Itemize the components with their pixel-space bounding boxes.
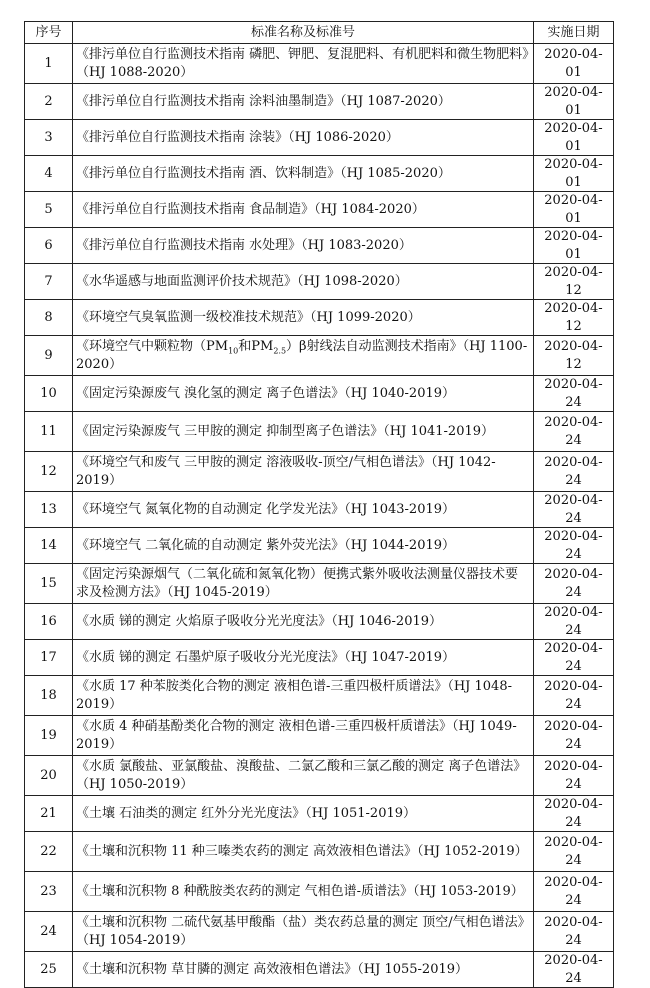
implementation-date: 2020-04-24 (534, 452, 614, 492)
implementation-date: 2020-04-12 (534, 336, 614, 376)
table-row (25, 264, 614, 300)
row-number: 25 (25, 952, 73, 988)
standard-name: 《土壤和沉积物 草甘膦的测定 高效液相色谱法》（HJ 1055-2019） (73, 952, 534, 988)
implementation-date: 2020-04-24 (534, 832, 614, 872)
implementation-date: 2020-04-24 (534, 528, 614, 564)
row-number: 20 (25, 756, 73, 796)
standard-name: 《排污单位自行监测技术指南 水处理》（HJ 1083-2020） (73, 228, 534, 264)
row-number: 7 (25, 264, 73, 300)
standard-name: 《水华遥感与地面监测评价技术规范》（HJ 1098-2020） (73, 264, 534, 300)
standard-name: 《环境空气 氮氧化物的自动测定 化学发光法》（HJ 1043-2019） (73, 492, 534, 528)
row-number: 1 (25, 44, 73, 84)
standard-name (73, 336, 534, 376)
table-row (25, 228, 614, 264)
standard-name: 《固定污染源烟气（二氧化硫和氮氧化物）便携式紫外吸收法测量仪器技术要求及检测方法》（HJ 1045-2019） (73, 564, 534, 604)
implementation-date: 2020-04-12 (534, 264, 614, 300)
table-row (25, 872, 614, 912)
table-row (25, 564, 614, 604)
implementation-date: 2020-04-01 (534, 120, 614, 156)
table-header-row (25, 22, 614, 44)
standard-name: 《排污单位自行监测技术指南 涂料油墨制造》（HJ 1087-2020） (73, 84, 534, 120)
implementation-date: 2020-04-24 (534, 492, 614, 528)
row-number: 2 (25, 84, 73, 120)
implementation-date: 2020-04-24 (534, 604, 614, 640)
standard-name: 《固定污染源废气 三甲胺的测定 抑制型离子色谱法》（HJ 1041-2019） (73, 412, 534, 452)
name-text: 和PM (238, 339, 274, 354)
row-number: 3 (25, 120, 73, 156)
table-row (25, 452, 614, 492)
row-number: 16 (25, 604, 73, 640)
row-number: 15 (25, 564, 73, 604)
header-date: 实施日期 (534, 22, 614, 44)
standard-name: 《排污单位自行监测技术指南 酒、饮料制造》（HJ 1085-2020） (73, 156, 534, 192)
implementation-date: 2020-04-24 (534, 952, 614, 988)
table-row (25, 192, 614, 228)
implementation-date: 2020-04-24 (534, 796, 614, 832)
row-number: 19 (25, 716, 73, 756)
row-number: 14 (25, 528, 73, 564)
row-number: 5 (25, 192, 73, 228)
name-text: ）β射线法自动监测技术指南》（HJ 1100-2020） (76, 339, 528, 372)
implementation-date: 2020-04-01 (534, 44, 614, 84)
table-row (25, 832, 614, 872)
implementation-date: 2020-04-24 (534, 756, 614, 796)
implementation-date: 2020-04-24 (534, 716, 614, 756)
implementation-date: 2020-04-01 (534, 228, 614, 264)
standard-name: 《土壤和沉积物 二硫代氨基甲酸酯（盐）类农药总量的测定 顶空/气相色谱法》（HJ 1054-2019） (73, 912, 534, 952)
table-row (25, 376, 614, 412)
table-row (25, 528, 614, 564)
table-row (25, 716, 614, 756)
standard-name: 《水质 17 种苯胺类化合物的测定 液相色谱-三重四极杆质谱法》（HJ 1048-2019） (73, 676, 534, 716)
row-number: 18 (25, 676, 73, 716)
row-number: 6 (25, 228, 73, 264)
table-row (25, 756, 614, 796)
table-row (25, 604, 614, 640)
row-number: 11 (25, 412, 73, 452)
header-name: 标准名称及标准号 (73, 22, 534, 44)
standard-name: 《环境空气 二氧化硫的自动测定 紫外荧光法》（HJ 1044-2019） (73, 528, 534, 564)
table-row (25, 120, 614, 156)
row-number: 21 (25, 796, 73, 832)
table-row (25, 336, 614, 376)
standard-name: 《排污单位自行监测技术指南 食品制造》（HJ 1084-2020） (73, 192, 534, 228)
standard-name: 《水质 氯酸盐、亚氯酸盐、溴酸盐、二氯乙酸和三氯乙酸的测定 离子色谱法》（HJ 1050-2019） (73, 756, 534, 796)
standard-name: 《排污单位自行监测技术指南 磷肥、钾肥、复混肥料、有机肥料和微生物肥料》（HJ 1088-2020） (73, 44, 534, 84)
table-row (25, 492, 614, 528)
standards-table-container (24, 21, 613, 988)
standard-name: 《排污单位自行监测技术指南 涂装》（HJ 1086-2020） (73, 120, 534, 156)
row-number: 12 (25, 452, 73, 492)
row-number: 24 (25, 912, 73, 952)
implementation-date: 2020-04-24 (534, 640, 614, 676)
standards-table (24, 21, 614, 988)
table-row (25, 952, 614, 988)
row-number: 13 (25, 492, 73, 528)
table-row (25, 84, 614, 120)
standard-name: 《环境空气臭氧监测一级校准技术规范》（HJ 1099-2020） (73, 300, 534, 336)
standard-name: 《水质 锑的测定 石墨炉原子吸收分光光度法》（HJ 1047-2019） (73, 640, 534, 676)
table-row (25, 44, 614, 84)
row-number: 22 (25, 832, 73, 872)
standard-name: 《水质 4 种硝基酚类化合物的测定 液相色谱-三重四极杆质谱法》（HJ 1049-2019） (73, 716, 534, 756)
row-number: 23 (25, 872, 73, 912)
implementation-date: 2020-04-01 (534, 156, 614, 192)
standard-name: 《土壤和沉积物 8 种酰胺类农药的测定 气相色谱-质谱法》（HJ 1053-2019） (73, 872, 534, 912)
implementation-date: 2020-04-24 (534, 676, 614, 716)
implementation-date: 2020-04-24 (534, 564, 614, 604)
subscript: 2.5 (273, 346, 287, 356)
implementation-date: 2020-04-24 (534, 872, 614, 912)
implementation-date: 2020-04-24 (534, 412, 614, 452)
standard-name: 《水质 锑的测定 火焰原子吸收分光光度法》（HJ 1046-2019） (73, 604, 534, 640)
name-text: 《环境空气中颗粒物（PM (76, 339, 229, 354)
row-number: 8 (25, 300, 73, 336)
implementation-date: 2020-04-01 (534, 192, 614, 228)
row-number: 9 (25, 336, 73, 376)
table-row (25, 796, 614, 832)
table-row (25, 912, 614, 952)
standard-name: 《土壤和沉积物 11 种三嗪类农药的测定 高效液相色谱法》（HJ 1052-2019） (73, 832, 534, 872)
row-number: 10 (25, 376, 73, 412)
subscript: 10 (228, 346, 239, 356)
header-no: 序号 (25, 22, 73, 44)
implementation-date: 2020-04-12 (534, 300, 614, 336)
standard-name: 《环境空气和废气 三甲胺的测定 溶液吸收-顶空/气相色谱法》（HJ 1042-2019） (73, 452, 534, 492)
standard-name: 《土壤 石油类的测定 红外分光光度法》（HJ 1051-2019） (73, 796, 534, 832)
implementation-date: 2020-04-24 (534, 912, 614, 952)
row-number: 4 (25, 156, 73, 192)
row-number: 17 (25, 640, 73, 676)
table-row (25, 156, 614, 192)
table-row (25, 412, 614, 452)
table-row (25, 640, 614, 676)
table-row (25, 300, 614, 336)
table-row (25, 676, 614, 716)
implementation-date: 2020-04-01 (534, 84, 614, 120)
implementation-date: 2020-04-24 (534, 376, 614, 412)
standard-name: 《固定污染源废气 溴化氢的测定 离子色谱法》（HJ 1040-2019） (73, 376, 534, 412)
